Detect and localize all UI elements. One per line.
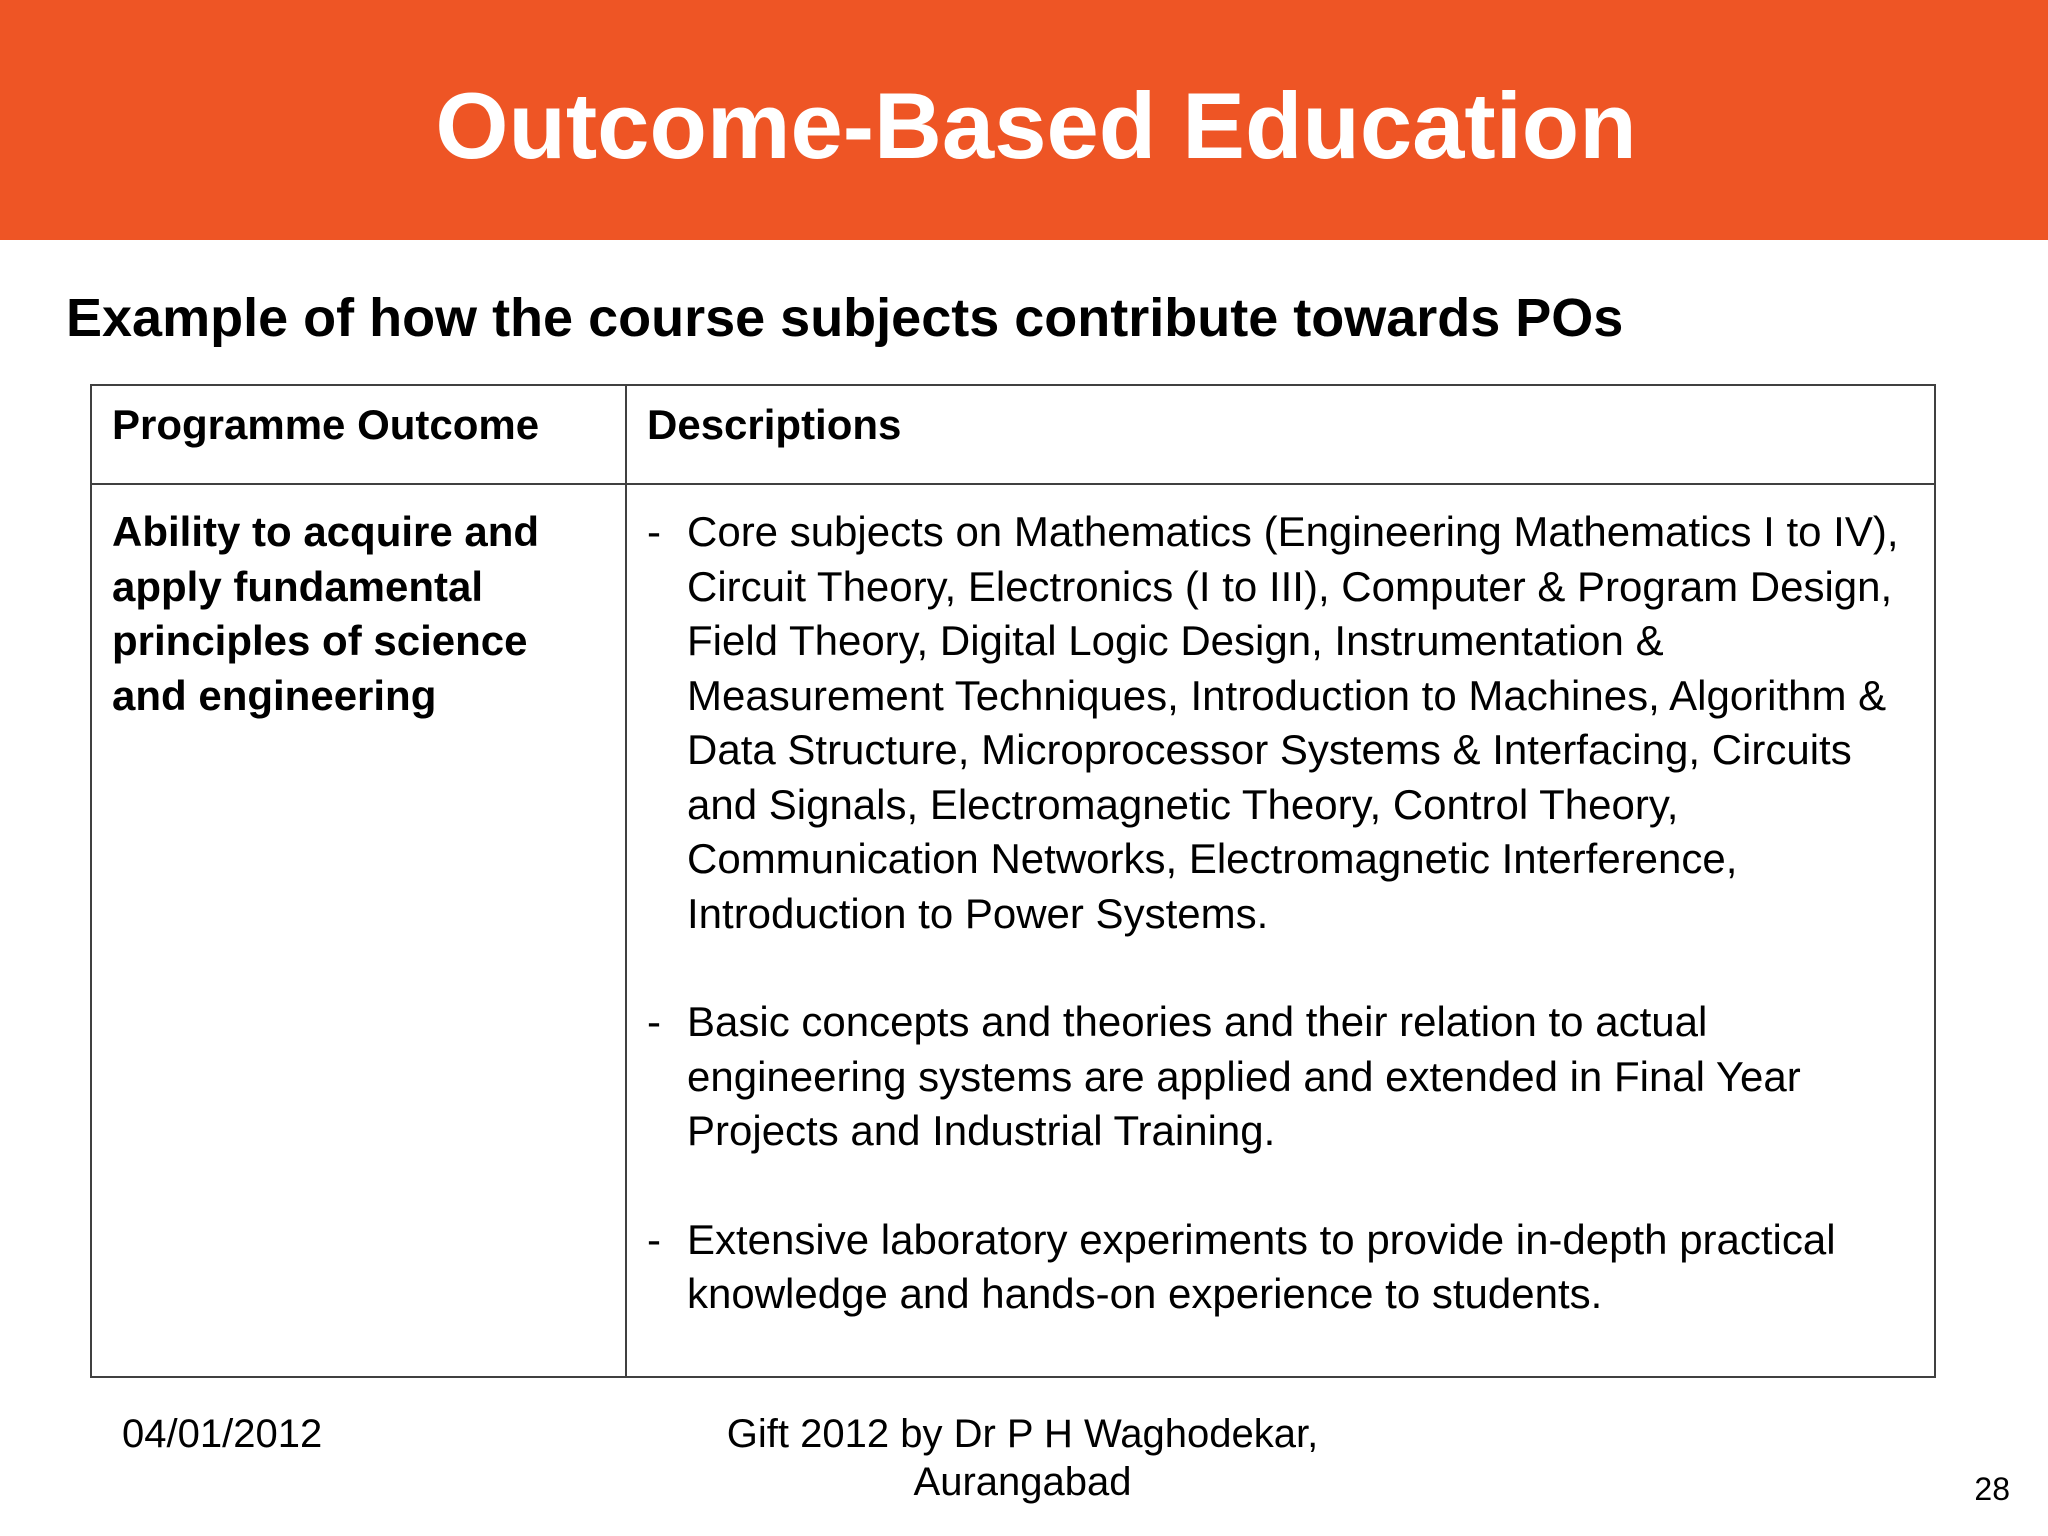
description-text: Basic concepts and theories and their relation to actual engineering systems are applied and extended in Final Year Projects and Industrial Training.	[687, 998, 1801, 1154]
page-number: 28	[1974, 1471, 2010, 1507]
descriptions-cell	[626, 484, 1935, 1377]
description-item	[647, 1213, 1914, 1322]
description-text: Extensive laboratory experiments to provide in-depth practical knowledge and hands-on experience to students.	[687, 1215, 1836, 1317]
header-descriptions: Descriptions	[626, 385, 1935, 484]
header-programme-outcome: Programme Outcome	[91, 385, 626, 484]
footer-credit-line-1: Gift 2012 by Dr P H Waghodekar,	[726, 1412, 1319, 1456]
title-bar	[0, 0, 2048, 240]
description-item	[647, 505, 1914, 941]
dash-bullet-icon: -	[647, 508, 661, 555]
footer-date: 04/01/2012	[122, 1412, 323, 1456]
programme-outcome-table	[90, 384, 1936, 1378]
footer-credit-line-2: Aurangabad	[913, 1460, 1132, 1504]
footer-credit	[700, 1410, 1345, 1506]
outcome-cell: Ability to acquire and apply fundamental principles of science and engineering	[91, 484, 626, 1377]
dash-bullet-icon: -	[647, 998, 661, 1045]
description-text: Core subjects on Mathematics (Engineering Mathematics I to IV), Circuit Theory, Electronics (I to III), Computer & Program Design, Field Theory, Digital Logic Design, Instrumentation & Measurement Techniques, Introduction to Machines, Algorithm & Data Structure, Microprocessor Systems & Interfacing, Circuits and Signals, Electromagnetic Theory, Control Theory, Communication Networks, Electromagnetic Interference, Introduction to Power Systems.	[687, 508, 1899, 937]
table-header-row	[91, 385, 1935, 484]
dash-bullet-icon: -	[647, 1215, 661, 1263]
slide-title: Outcome-Based Education	[435, 73, 1637, 178]
description-item	[647, 995, 1914, 1159]
table-row	[91, 484, 1935, 1377]
slide-subtitle: Example of how the course subjects contribute towards POs	[66, 288, 1624, 348]
